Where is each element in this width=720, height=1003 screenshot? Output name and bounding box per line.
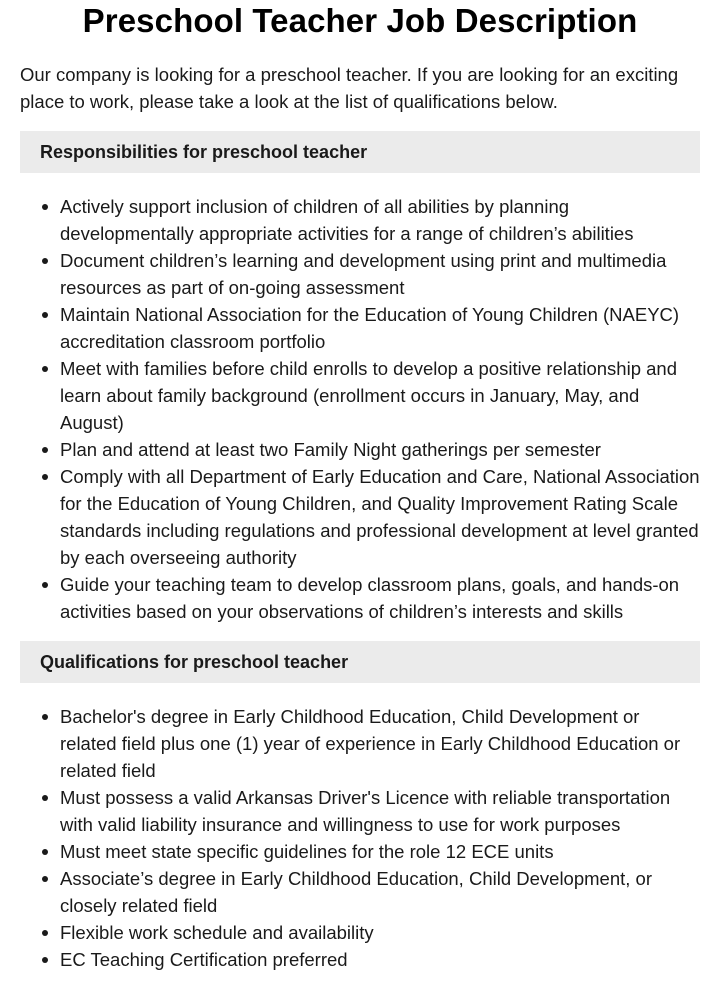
responsibilities-list [20, 193, 700, 625]
list-item: Bachelor's degree in Early Childhood Education, Child Development or related field plus one (1) year of experience in Early Childhood Education or related field [60, 703, 700, 784]
qualifications-heading: Qualifications for preschool teacher [20, 641, 700, 683]
list-item: Plan and attend at least two Family Night gatherings per semester [60, 436, 700, 463]
page-title: Preschool Teacher Job Description [82, 2, 638, 39]
list-item: Actively support inclusion of children of all abilities by planning developmentally appropriate activities for a range of children’s abilities [60, 193, 700, 247]
list-item: Flexible work schedule and availability [60, 919, 700, 946]
list-item: Associate’s degree in Early Childhood Education, Child Development, or closely related field [60, 865, 700, 919]
qualifications-list [20, 703, 700, 973]
list-item: Comply with all Department of Early Education and Care, National Association for the Education of Young Children, and Quality Improvement Rating Scale standards including regulations and professional development at level granted by each overseeing authority [60, 463, 700, 571]
list-item: Guide your teaching team to develop classroom plans, goals, and hands-on activities based on your observations of children’s interests and skills [60, 571, 700, 625]
list-item: EC Teaching Certification preferred [60, 946, 700, 973]
intro-paragraph: Our company is looking for a preschool teacher. If you are looking for an exciting place to work, please take a look at the list of qualifications below. [20, 64, 679, 112]
list-item: Must meet state specific guidelines for the role 12 ECE units [60, 838, 700, 865]
list-item: Meet with families before child enrolls to develop a positive relationship and learn about family background (enrollment occurs in January, May, and August) [60, 355, 700, 436]
list-item: Maintain National Association for the Education of Young Children (NAEYC) accreditation classroom portfolio [60, 301, 700, 355]
list-item: Must possess a valid Arkansas Driver's Licence with reliable transportation with valid liability insurance and willingness to use for work purposes [60, 784, 700, 838]
list-item: Document children’s learning and development using print and multimedia resources as part of on-going assessment [60, 247, 700, 301]
responsibilities-heading: Responsibilities for preschool teacher [20, 131, 700, 173]
